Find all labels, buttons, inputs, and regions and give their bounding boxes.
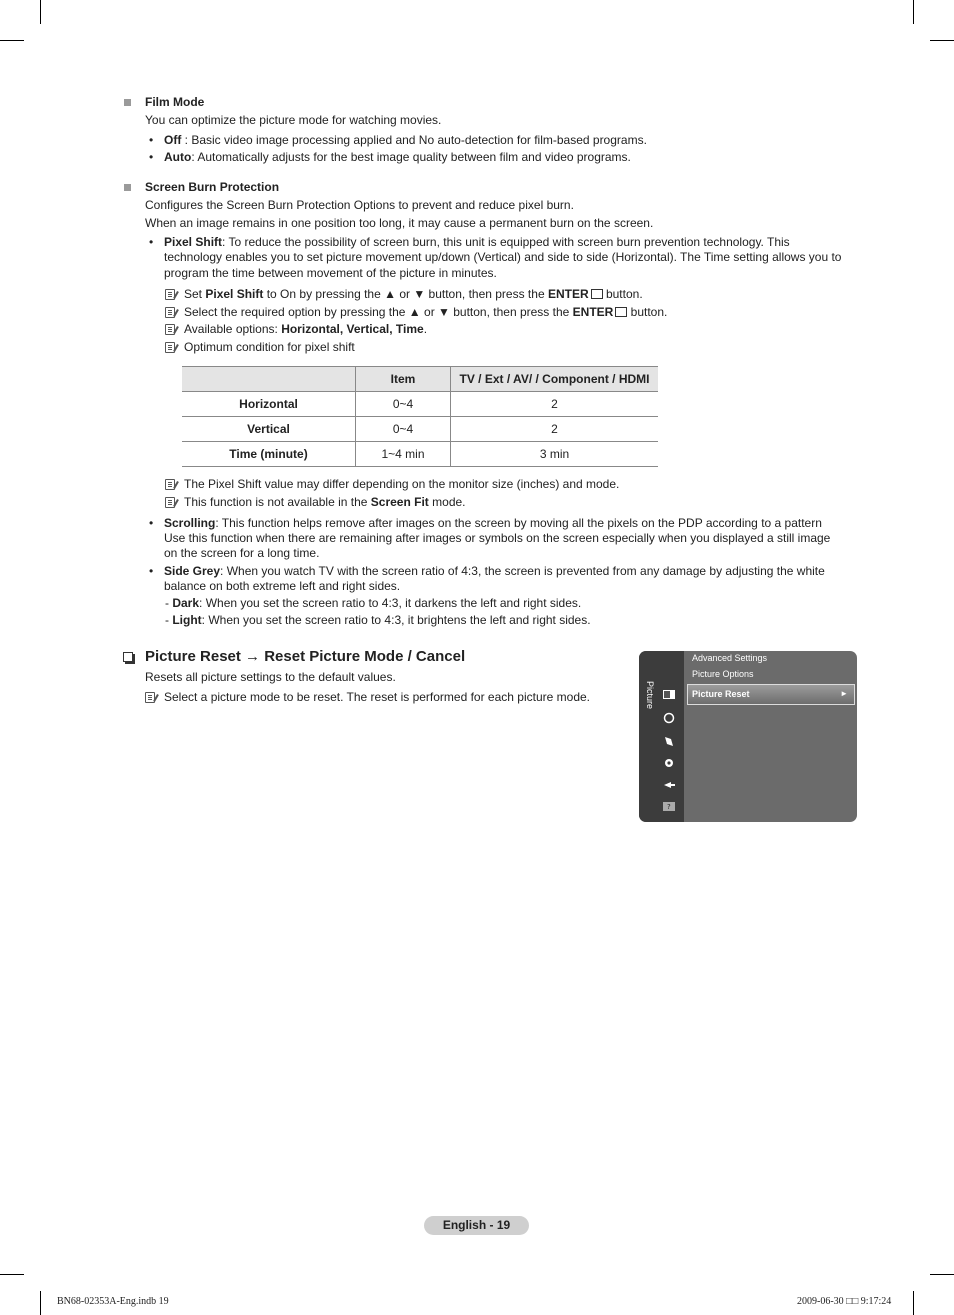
note-6	[184, 495, 466, 510]
bullet-icon: •	[149, 150, 154, 164]
scrolling-line-1	[164, 516, 822, 531]
table-row	[182, 392, 658, 417]
side-grey-dark: - Dark: When you set the screen ratio to 4:3, it darkens the left and right sides.	[165, 596, 582, 610]
osd-category-label: Picture	[645, 681, 655, 710]
note-icon	[145, 692, 155, 703]
table-row	[182, 442, 658, 467]
term: Screen Fit	[370, 495, 429, 509]
channel-icon	[662, 735, 676, 747]
support-icon	[662, 801, 676, 813]
table-cell: 1~4 min	[356, 442, 451, 467]
picture-reset-heading: Picture Reset → Reset Picture Mode / Cancel	[145, 648, 466, 665]
osd-menu-panel	[639, 651, 857, 822]
text: mode.	[428, 495, 466, 509]
term: Scrolling	[164, 516, 216, 530]
scrolling-line-2: Use this function when there are remaining after images or symbols on the screen especially when you displayed a still image	[164, 531, 831, 545]
text: .	[423, 322, 428, 336]
term: Side Grey	[164, 564, 221, 578]
crop-mark	[40, 1291, 41, 1315]
burn-desc-1: Configures the Screen Burn Protection Options to prevent and reduce pixel burn.	[145, 198, 574, 212]
page-number-badge: English - 19	[424, 1216, 529, 1235]
input-icon	[662, 779, 676, 791]
enter-icon	[591, 289, 603, 299]
note-icon	[165, 324, 175, 335]
pixel-shift-line-3: program the time between movement of the picture in minutes.	[164, 266, 497, 280]
term: Horizontal, Vertical, Time	[281, 322, 424, 336]
film-mode-off	[164, 133, 647, 148]
table-cell: 3 min	[451, 442, 659, 467]
note-3	[184, 322, 427, 337]
note-icon	[165, 479, 175, 490]
term: Off	[164, 133, 182, 147]
text: This function is not available in the	[184, 495, 371, 509]
table-header: TV / Ext / AV/ / Component / HDMI	[451, 367, 659, 392]
file-slug: BN68-02353A-Eng.indb 19	[57, 1296, 169, 1307]
text: : When you set the screen ratio to 4:3, it brightens the left and right sides.	[201, 613, 591, 627]
bullet-icon: •	[149, 516, 154, 530]
text: to On by pressing the ▲ or ▼ button, then press the	[263, 287, 548, 301]
enter-key: ENTER	[547, 287, 589, 301]
note-5: The Pixel Shift value may differ depending on the monitor size (inches) and mode.	[184, 477, 620, 491]
svg-text:?: ?	[667, 803, 671, 811]
text: : Automatically adjusts for the best image quality between film and video programs.	[191, 150, 631, 164]
term: Dark	[172, 596, 200, 610]
bullet-icon: •	[149, 133, 154, 147]
scrolling-line-3: on the screen for a long time.	[164, 546, 320, 560]
enter-icon	[615, 307, 627, 317]
side-grey-line-1	[164, 564, 825, 579]
bullet-icon: •	[149, 235, 154, 249]
table-cell: Horizontal	[182, 392, 356, 417]
picture-reset-desc: Resets all picture settings to the default values.	[145, 670, 396, 684]
pixel-shift-line-2: technology enables you to set picture movement up/down (Vertical) and side to side (Horizontal). The Time setting allows you to	[164, 250, 842, 264]
table-cell: 2	[451, 417, 659, 442]
text: : When you set the screen ratio to 4:3, it darkens the left and right sides.	[199, 596, 582, 610]
osd-row-advanced-settings[interactable]: Advanced Settings	[692, 653, 768, 663]
text: : When you watch TV with the screen ratio of 4:3, the screen is prevented from any damage by adjusting the white	[220, 564, 825, 578]
crop-mark	[0, 40, 24, 41]
table-cell: Vertical	[182, 417, 356, 442]
note-1	[184, 287, 643, 302]
table-header-row	[182, 367, 658, 392]
side-grey-line-2: balance on both extreme left and right sides.	[164, 579, 401, 593]
table-cell: 0~4	[356, 417, 451, 442]
picture-icon	[662, 689, 676, 701]
film-mode-desc: You can optimize the picture mode for watching movies.	[145, 113, 442, 127]
text: : This function helps remove after images on the screen by moving all the pixels on the PDP according to a pattern	[215, 516, 822, 530]
film-mode-heading: Film Mode	[145, 95, 205, 109]
term: Light	[172, 613, 202, 627]
text: button.	[627, 305, 668, 319]
pixel-shift-line-1	[164, 235, 790, 250]
table-row	[182, 417, 658, 442]
side-grey-light: - Light: When you set the screen ratio to 4:3, it brightens the left and right sides.	[165, 613, 591, 627]
term: Pixel Shift	[164, 235, 223, 249]
text: Select the required option by pressing the ▲ or ▼ button, then press the	[184, 305, 573, 319]
enter-key: ENTER	[572, 305, 614, 319]
crop-mark	[40, 0, 41, 24]
crop-mark	[913, 0, 914, 24]
note-icon	[165, 497, 175, 508]
film-mode-auto	[164, 150, 631, 165]
checkbox-bullet-icon	[123, 652, 133, 662]
text: : Basic video image processing applied and No auto-detection for film-based programs.	[181, 133, 647, 147]
date-stamp: 2009-06-30 □□ 9:17:24	[797, 1296, 892, 1307]
pixel-shift-table	[182, 366, 658, 467]
term: Pixel Shift	[205, 287, 264, 301]
square-bullet-icon	[124, 99, 131, 106]
term: Auto	[164, 150, 192, 164]
crop-mark	[0, 1274, 24, 1275]
osd-row-picture-options[interactable]: Picture Options	[692, 669, 754, 679]
text: Available options:	[184, 322, 282, 336]
osd-selected-label: Picture Reset	[692, 689, 750, 699]
burn-desc-2: When an image remains in one position too long, it may cause a permanent burn on the screen.	[145, 216, 654, 230]
crop-mark	[913, 1291, 914, 1315]
table-cell: 0~4	[356, 392, 451, 417]
osd-row-picture-reset[interactable]	[687, 684, 855, 705]
square-bullet-icon	[124, 184, 131, 191]
bullet-icon: •	[149, 564, 154, 578]
text: button.	[602, 287, 643, 301]
sound-icon	[662, 712, 676, 724]
crop-mark	[930, 40, 954, 41]
burn-heading: Screen Burn Protection	[145, 180, 280, 194]
setup-icon	[662, 757, 676, 769]
note-2	[184, 305, 667, 320]
arrow-right-icon: ►	[840, 689, 848, 698]
table-cell: 2	[451, 392, 659, 417]
table-header	[182, 367, 356, 392]
table-header: Item	[356, 367, 451, 392]
text: Set	[184, 287, 206, 301]
note-icon	[165, 289, 175, 300]
note-4: Optimum condition for pixel shift	[184, 340, 355, 354]
note-icon	[165, 342, 175, 353]
picture-reset-note: Select a picture mode to be reset. The reset is performed for each picture mode.	[164, 690, 590, 704]
text: : To reduce the possibility of screen burn, this unit is equipped with screen burn prevention technology. This	[222, 235, 790, 249]
crop-mark	[930, 1274, 954, 1275]
osd-sidebar	[639, 651, 684, 822]
table-cell: Time (minute)	[182, 442, 356, 467]
note-icon	[165, 307, 175, 318]
